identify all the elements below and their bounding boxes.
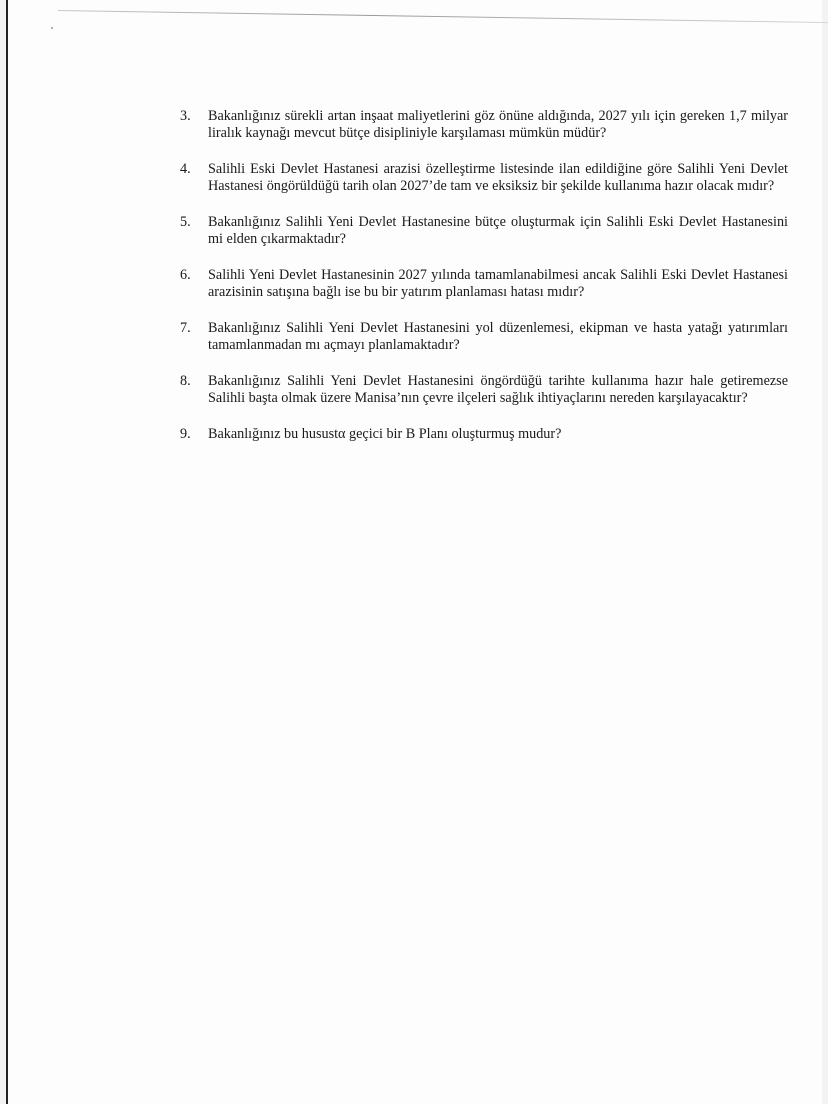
question-number: 5.	[180, 214, 191, 230]
question-text: Salihli Eski Devlet Hastanesi arazisi özelleştirme listesinde ilan edildiğine göre Salihli Yeni Devlet Hastanesi öngörüldüğü tarih olan 2027’de tam ve eksiksiz bir şekilde kullanıma hazır olacak mıdır?	[208, 161, 788, 194]
question-number: 3.	[180, 108, 191, 124]
question-item-7	[180, 320, 788, 354]
question-item-4	[180, 161, 788, 195]
question-item-5	[180, 214, 788, 248]
question-text: Salihli Yeni Devlet Hastanesinin 2027 yılında tamamlanabilmesi ancak Salihli Eski Devlet Hastanesi arazisinin satışına bağlı ise bu bir yatırım planlaması hatası mıdır?	[208, 267, 788, 300]
question-item-3	[180, 108, 788, 142]
question-text: Bakanlığınız bu husustα geçici bir B Planı oluşturmuş mudur?	[208, 426, 562, 442]
question-text: Bakanlığınız sürekli artan inşaat maliyetlerini göz önüne aldığında, 2027 yılı için gereken 1,7 milyar liralık kaynağı mevcut bütçe disipliniyle karşılaması mümkün müdür?	[208, 108, 788, 141]
question-item-6	[180, 267, 788, 301]
question-item-9	[180, 426, 788, 443]
question-number: 4.	[180, 161, 191, 177]
question-number: 8.	[180, 373, 191, 389]
question-number: 9.	[180, 426, 191, 442]
question-text: Bakanlığınız Salihli Yeni Devlet Hastanesine bütçe oluşturmak için Salihli Eski Devlet Hastanesini mi elden çıkarmaktadır?	[208, 214, 788, 247]
question-number: 6.	[180, 267, 191, 283]
document-page	[6, 0, 822, 1104]
question-text: Bakanlığınız Salihli Yeni Devlet Hastanesini yol düzenlemesi, ekipman ve hasta yatağı yatırımları tamamlanmadan mı açmayı planlamaktadır?	[208, 320, 788, 353]
question-list	[180, 108, 788, 462]
question-number: 7.	[180, 320, 191, 336]
question-text: Bakanlığınız Salihli Yeni Devlet Hastanesini öngördüğü tarihte kullanıma hazır hale getiremezse Salihli başta olmak üzere Manisa’nın çevre ilçeleri sağlık ihtiyaçlarını nereden karşılayacaktır?	[208, 373, 788, 406]
scan-speck	[51, 27, 53, 29]
question-item-8	[180, 373, 788, 407]
top-rule-divider	[58, 10, 828, 23]
